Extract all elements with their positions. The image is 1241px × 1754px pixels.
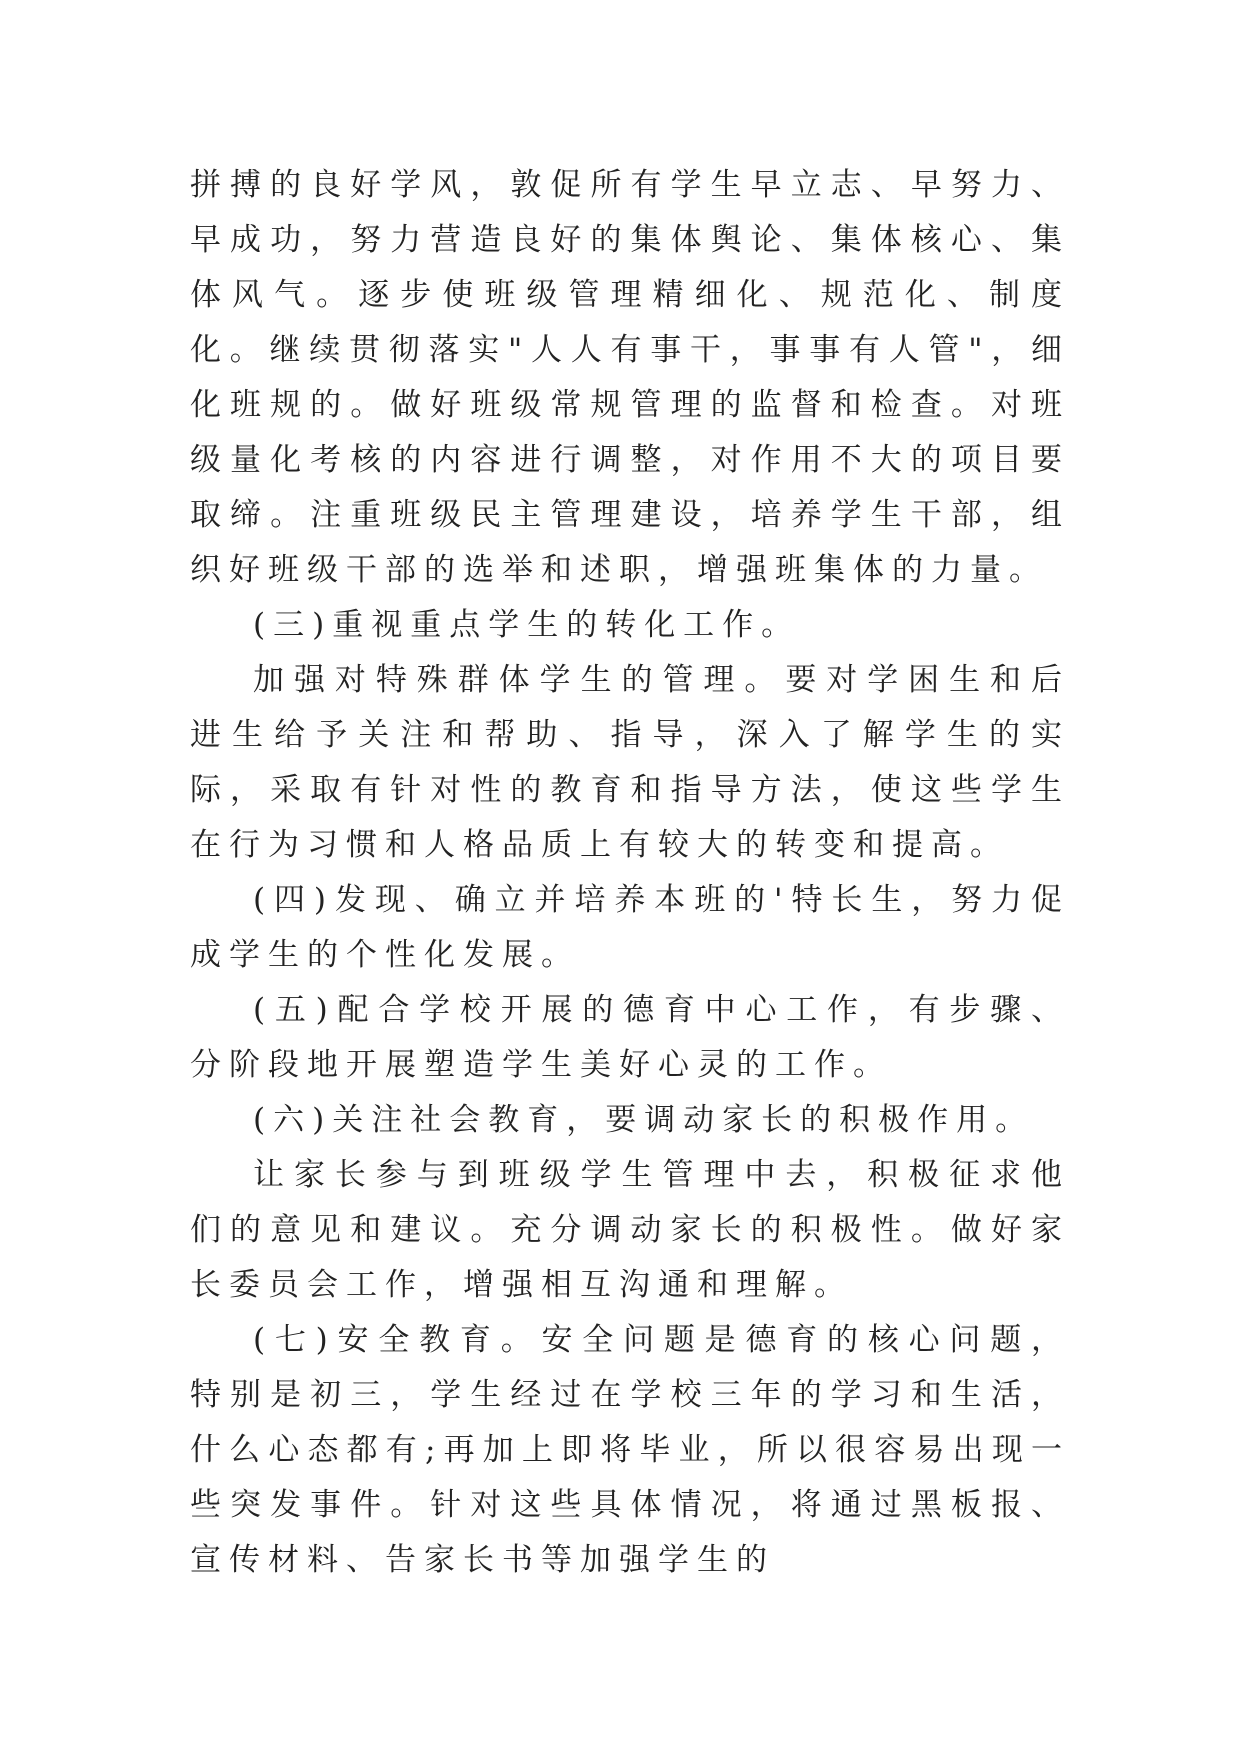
heading-section-6: (六)关注社会教育，要调动家长的积极作用。	[253, 1102, 1035, 1138]
paragraph-class-style: 拼搏的良好学风，敦促所有学生早立志、早努力、早成功，努力营造良好的集体舆论、集体核心、集体风气。逐步使班级管理精细化、规范化、制度化。继续贯彻落实"人人有事干，事事有人管"，细化班规的。做好班级常规管理的监督和检查。对班级量化考核的内容进行调整，对作用不大的项目要取缔。注重班级民主管理建设，培养学生干部，组织好班级干部的选举和述职，增强班集体的力量。	[190, 167, 1070, 588]
heading-section-7: (七)安全教育。安全问题是德育的核心问题，特别是初三，学生经过在学校三年的学习和生活，什么心态都有;再加上即将毕业，所以很容易出现一些突发事件。针对这些具体情况，将通过黑板报、宣传材料、告家长书等加强学生的	[190, 1322, 1070, 1578]
paragraph-special-students: 加强对特殊群体学生的管理。要对学困生和后进生给予关注和帮助、指导，深入了解学生的实际，采取有针对性的教育和指导方法，使这些学生在行为习惯和人格品质上有较大的转变和提高。	[190, 662, 1070, 863]
heading-section-4: (四)发现、确立并培养本班的'特长生，努力促成学生的个性化发展。	[190, 882, 1070, 973]
paragraph-parents: 让家长参与到班级学生管理中去，积极征求他们的意见和建议。充分调动家长的积极性。做好家长委员会工作，增强相互沟通和理解。	[190, 1157, 1070, 1303]
heading-section-3: (三)重视重点学生的转化工作。	[253, 607, 801, 643]
heading-section-5: (五)配合学校开展的德育中心工作，有步骤、分阶段地开展塑造学生美好心灵的工作。	[190, 992, 1070, 1083]
document-body	[190, 158, 1070, 1588]
